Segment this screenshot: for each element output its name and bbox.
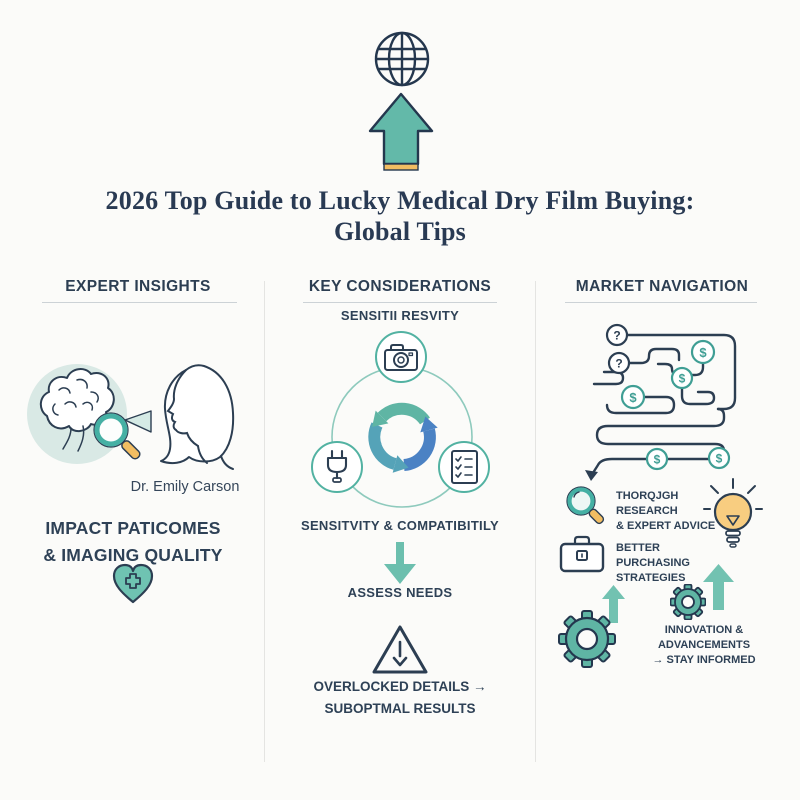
- maze-question-nodes: [607, 325, 629, 373]
- maze-dollar-node: $: [653, 452, 661, 467]
- cycle-label: SENSITII RESVITY: [340, 308, 460, 323]
- small-gear-icon: [670, 584, 706, 620]
- medical-heart-icon: [111, 563, 155, 605]
- globe-icon: [372, 28, 432, 90]
- briefcase-icon: [558, 533, 606, 575]
- research-line2: & EXPERT ADVICE: [616, 520, 716, 532]
- warning-caption-line1: OVERLOCKED DETAILS →: [313, 679, 487, 694]
- innovation-line2: → STAY INFORMED: [652, 654, 756, 666]
- maze-dollar-node: $: [699, 345, 707, 360]
- purchasing-line1: BETTER PURCHASING: [616, 542, 690, 569]
- column-divider: [264, 281, 265, 762]
- magnifier-icon: [563, 484, 609, 530]
- considerations-cycle-diagram: [302, 328, 502, 508]
- money-maze-icon: [578, 314, 748, 482]
- page-title: [0, 185, 800, 247]
- assess-label: ASSESS NEEDS: [347, 585, 453, 600]
- maze-exit-arrowhead: [585, 470, 598, 481]
- expert-caption: [33, 515, 233, 569]
- small-up-arrow-icon: [703, 564, 734, 610]
- maze-question-node: ?: [615, 356, 623, 371]
- heading-underline: [565, 302, 757, 303]
- warning-caption: [290, 676, 510, 720]
- compat-label: SENSITVITY & COMPATIBITILY: [300, 518, 499, 533]
- innovation-line1: INNOVATION & ADVANCEMENTS: [657, 624, 751, 651]
- maze-dollar-nodes: [622, 341, 729, 469]
- brain-magnifier-profile-icon: [25, 352, 245, 477]
- heading-key-considerations: KEY CONSIDERATIONS: [308, 278, 492, 295]
- maze-dollar-node: $: [678, 371, 686, 386]
- innovation-text: [620, 623, 788, 668]
- heading-underline: [42, 302, 237, 303]
- column-divider: [535, 281, 536, 762]
- down-arrow-icon: [384, 542, 416, 584]
- research-line1: THORQJGH RESEARCH: [616, 490, 679, 517]
- page-title-line1: 2026 Top Guide to Lucky Medical Dry Film Buying:: [105, 186, 695, 215]
- maze-dollar-node: $: [629, 390, 637, 405]
- purchasing-line2: STRATEGIES: [616, 572, 686, 584]
- warning-caption-line2: SUBOPTMAL RESULTS: [324, 701, 476, 716]
- maze-dollar-node: $: [715, 451, 723, 466]
- expert-name: Dr. Emily Carson: [130, 479, 240, 495]
- expert-caption-line1: IMPACT PATICOMES: [45, 518, 221, 538]
- checklist-icon: [452, 451, 477, 483]
- up-arrow-icon: [365, 92, 437, 172]
- expert-caption-line2: & IMAGING QUALITY: [43, 545, 223, 565]
- page-title-line2: Global Tips: [333, 217, 467, 246]
- heading-expert-insights: EXPERT INSIGHTS: [65, 278, 211, 295]
- maze-question-node: ?: [613, 328, 621, 343]
- large-gear-icon: [558, 610, 616, 668]
- heading-underline: [303, 302, 497, 303]
- heading-market-navigation: MARKET NAVIGATION: [575, 278, 749, 295]
- warning-triangle-icon: [370, 622, 430, 680]
